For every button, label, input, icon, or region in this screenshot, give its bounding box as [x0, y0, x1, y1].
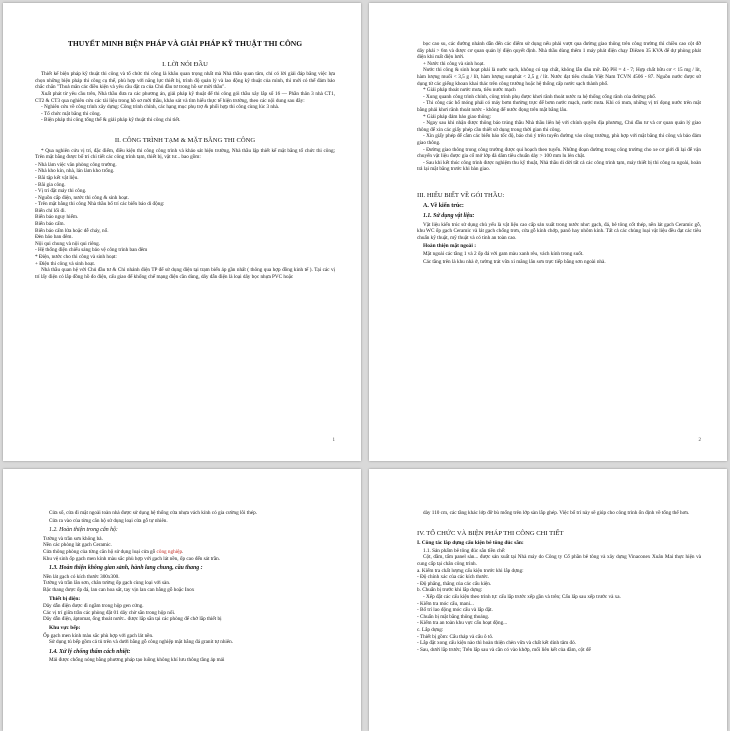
list-item: Các vị trí giữa trần các phòng đặt 01 dây chờ sẵn trong hộp nối.: [43, 609, 176, 616]
list-item: Khu vệ sinh ốp gạch men kính màu sắc phù hợp với gạch lát nền, ốp cao đến sát trần.: [43, 555, 221, 562]
subsection-heading: 1.4. Xử lý chống thấm cách nhiệt:: [49, 648, 131, 655]
document-title: THUYẾT MINH BIỆN PHÁP VÀ GIẢI PHÁP KỸ THUẬT THI CÔNG: [67, 39, 303, 48]
list-item: - Kiểm tra móc cẩu, mani...: [417, 600, 474, 607]
section-body: [43, 603, 335, 623]
section-body: [417, 41, 701, 173]
section-heading: II. CÔNG TRÌNH TẠM & MẶT BẰNG THI CÔNG: [114, 136, 256, 144]
section-body: [43, 633, 335, 646]
subsection-heading: 1.3. Hoàn thiện không gian sảnh, hành lang chung, cầu thang :: [49, 565, 203, 572]
list-item: 1.1. Sản phẩm bê tông đúc sẵn tiền chế:: [423, 547, 506, 554]
section-body: [417, 554, 701, 653]
subsection-heading: A. Về kiến trúc:: [423, 203, 464, 210]
paragraph: * Giải pháp đảm bảo giao thông:: [423, 113, 491, 120]
list-item: * Điện, nước cho thi công và sinh hoạt:: [35, 254, 117, 261]
paragraph: Nhà thầu quan hệ với Chủ đầu tư & Chi nhánh điện TP để sử dụng điện tại trạm biến áp gần nhất ( thông qua hợp đồng kinh tế ). Tại các vị trí lấy điện có lắp đồng hồ đo điện, cấu giao để khống chế mạng điện cần dùng, dây dẫn điện là loại dây bọc nhựa PVC hoặc: [35, 267, 335, 280]
paragraph: - Xung quanh công trình chính, công trình phụ được khơi rãnh thoát nước ra hệ thống cống rãnh của đường phố.: [423, 93, 657, 100]
paragraph: - Thi công các hố móng phải có máy bơm thường trực để bơm nước mạch, nước mưa. Khi có mưa, những vị trí đọng nước trên mặt bằng phải khơi rãnh thoát nước - không để nước đọng trên mặt bằng lâu.: [417, 100, 701, 113]
list-item: - Kiểm tra an toàn khu vực cẩu hoạt động...: [417, 620, 508, 627]
paragraph: + Nước thi công và sinh hoạt.: [423, 60, 485, 67]
list-item: - Vị trí đặt máy thi công.: [35, 188, 87, 195]
list-item: [43, 549, 335, 556]
section-body: [43, 574, 335, 594]
list-item: Bậc thang được ốp đá, lan can hoa sắt, tay vịn lan can bằng gỗ hoặc Inox: [43, 586, 195, 593]
list-item: Biển báo cấm.: [35, 221, 65, 228]
paragraph: - Sau khi kết thúc công trình được nghiệm thu kỹ thuật, Nhà thầu di dời tất cả các công trình tạm, máy thiết bị thi công ra ngoài, hoàn trả lại mặt bằng trước khi bàn giao.: [417, 159, 701, 173]
list-item: Biển chỉ lối đi.: [35, 207, 66, 214]
list-item: Biển báo cấm lửa hoặc dễ cháy, nổ.: [35, 227, 109, 234]
paragraph: Vật liệu kiến trúc sử dụng chủ yếu là vật liệu cao cấp sản xuất trong nước như: gạch, đá, bê tông cốt thép, nền lát gạch Ceramic gỗ, khu WC ốp gạch Ceramic và lát gạch chống trơn, cửa gỗ kính chớp, panô hay nhôm kính. Tất cả các chủng loại vật liệu đều đạt các tiêu chuẩn kỹ thuật, mỹ thuật và có tính an toàn cao.: [417, 221, 701, 241]
section-heading: III. HIỂU BIẾT VỀ GÓI THẦU:: [417, 191, 505, 199]
list-item: Đèn báo ban đêm.: [35, 234, 73, 241]
paragraph: * Giải pháp thoát nước mưa, tiêu nước mạch: [423, 87, 516, 94]
text-run: Cửa thông phòng của từng căn hộ sử dụng loại cửa gỗ: [43, 548, 157, 555]
list-item: - Bãi tập kết vật liệu.: [35, 174, 79, 181]
paragraph: Nước thi công & sinh hoạt phải là nước sạch, không có tạp chất, không lẫn dầu mỡ. Độ PH = 4 - 7; Hợp chất hữu cơ < 15 mg / lít, hàm lượng muối < 3,5 g / lít, hàm lượng sunphát < 2,5 g / lít. Nước đạt tiêu chuẩn Việt Nam TCVN 4506 - 87. Nguồn nước được sử dụng từ các giếng khoan khai thác trên công trường hoặc hệ thống cấp nước sạch thành phố.: [417, 67, 701, 87]
subsection-heading: Hoàn thiện mặt ngoài :: [423, 243, 477, 250]
paragraph: Mặt ngoài các tầng 1 và 2 ốp đá với gam màu xanh rêu, vách kính trong suốt.: [423, 251, 584, 258]
list-item: + Điện thi công và sinh hoạt.: [35, 260, 96, 267]
list-item: - Lắp đặt xong cấu kiện nào thì hoàn thiện chèn vữa và chất kết dính tâm đó.: [417, 640, 576, 647]
section-heading: IV. TỔ CHỨC VÀ BIỆN PHÁP THI CÔNG CHI TIẾT: [417, 529, 564, 537]
paragraph: - Xếp đặt các cấu kiện theo trình tự: cấu lắp trước xếp gần và trên; Cấu lắp sau xếp trước và xa.: [423, 593, 621, 600]
list-item: Ốp gạch men kính màu sắc phù hợp với gạch lát nền.: [43, 632, 154, 639]
paragraph: - Xin giấy phép để cắm các biển báo tốc độ, báo chủ ý trên tuyến đường vào công trường, phù hợp với mặt bằng thi công và bảo đảm giao thông.: [417, 133, 701, 146]
section-heading: I. LỜI NÓI ĐẦU: [162, 60, 208, 68]
subsection-heading: 1.1. Sử dụng vật liệu:: [423, 213, 475, 220]
paragraph: Sử dụng tủ bếp gồm cả tủ trên và dưới bằng gỗ công nghiệp mặt bằng đá granit tự nhiên.: [49, 639, 234, 646]
paragraph: - Ngay sau khi nhận được thông báo trúng thầu Nhà thầu liên hệ với chính quyền địa phương, Chủ đầu tư và cơ quan quản lý giao thông để xin các giấy phép cần thiết sử dụng trong thời gian thi công.: [417, 120, 701, 133]
paragraph: * Qua nghiên cứu vị trí, đặc điểm, điều kiện thi công công trình và khảo sát hiện trường, Nhà thầu lập thiết kế mặt bằng tổ chức thi công; Trên mặt bằng được bố trí chi tiết các công trình tạm, thiết bị, vật tư... bao gồm:: [35, 147, 335, 161]
document-page-2: [369, 3, 727, 461]
document-page-1: [3, 3, 361, 461]
paragraph: dày 110 cm, các tầng khác lớp đỡ bù mống trên lớp sàn lắp ghép. Việc bố trí này sẽ giúp cho công trình ổn định về tổng thể hơn.: [423, 510, 690, 516]
page-number: 1: [332, 438, 335, 444]
list-item: - Độ chính xác của các kích thước.: [417, 574, 490, 581]
list-item: - Nhà làm việc văn phòng công trường.: [35, 161, 117, 168]
list-item: Dây dẫn điện được đi ngầm trong hộp gen cứng.: [43, 603, 144, 610]
subsection-heading: I. Công tác lắp dựng cấu kiện bê tông đúc sẵn:: [417, 540, 524, 547]
paragraph: Cột, dầm, tấm panel sàn... được sản xuất tại Nhà máy do Công ty Cổ phần bê tông và xây dựng Vinaconex Xuân Mai thực hiện và cung cấp tại chân công trình.: [417, 554, 701, 567]
list-item: - Thiết bị gồm: Cẩu tháp và cẩu ô tô.: [417, 633, 494, 640]
list-item: - Chuẩn bị mặt bằng thông thoáng.: [417, 613, 490, 620]
highlighted-word: công nghiệp: [156, 548, 183, 555]
list-item: b. Chuẩn bị trước khi lắp dựng:: [417, 587, 483, 594]
bullet-list: [35, 162, 335, 268]
list-item: - Sau, dưới lắp trước; Trên lắp sau và cần có vào khớp, mối liên kết của dầm, cột để: [417, 646, 591, 653]
paragraph: Thiết kế biện pháp kỹ thuật thi công và tổ chức thi công là khâu quan trọng nhất mà Nhà thầu quan tâm, chỉ có lời giải đáp bằng việc lựa chọn những biện pháp thi công cụ thể, phù hợp với năng lực thiết bị, trình độ quản lý và lao động kỹ thuật của mình, thì mới có thể đảm bảo chắc chắn "Thoả mãn các điều kiện và yêu cầu đặt ra của Chủ đầu tư trong hồ sơ mời thầu".: [35, 71, 335, 91]
paragraph: bọc cao su, các đường nhánh dẫn đến các điểm sử dụng nếu phải vượt qua đường giao thông trên công trường thì chiều cao cột đỡ dây phải > 6m và được cơ quan quản lý điện quyết định. Nhà thầu dùng thêm 1 máy phát điện chạy Diêzen 35 KVA để dự phòng phát điện khi mất điện lưới.: [417, 41, 701, 61]
paragraph: - Đường giao thông trong công trường được qui hoạch theo tuyến. Những đoạn đường trong công trường cho xe cơ giới đi lại để vận chuyển vật liệu được gia cố mở lớp đá dăm tiêu chuẩn dày > 100 mm lu lèn chặt.: [417, 146, 701, 160]
list-item: Tường và trần lăn sơn, chân tường ốp gạch cùng loại với sàn.: [43, 580, 171, 587]
list-item: - Hệ thống điện chiếu sáng bảo vệ công trình ban đêm: [35, 247, 148, 254]
list-item: c. Lắp dựng:: [417, 626, 444, 633]
paragraph: Mái được chống nóng bằng phương pháp tạo luồng không khí lưu thông tầng áp mái: [49, 657, 225, 664]
list-item: Biển báo nguy hiểm.: [35, 214, 79, 221]
document-page-4: [369, 469, 727, 731]
list-item: Nền lát gạch có kích thước 300x300.: [43, 573, 120, 580]
paragraph: Cửa sổ, cửa đi mặt ngoài toàn nhà được sử dụng hệ thống cửa nhựa vách kính có gia cường lõi thép.: [49, 510, 257, 516]
list-item: - Độ phẳng, thẳng của các cấu kiện.: [417, 580, 492, 587]
document-page-3: [3, 469, 361, 731]
paragraph: Xuất phát từ yêu cầu trên, Nhà thầu đưa ra các phương án, giải pháp kỹ thuật để thi công gói thầu xây lắp số 16 — Phần thân 3 nhà CT1, CT2 & CT3 qua nghiên cứu các tài liệu trong hồ sơ mời thầu, khảo sát và tìm hiểu thực tế hiện trường, theo các nội dung sau đây:: [35, 90, 335, 104]
list-item: - Trên mặt bằng thi công Nhà thầu bố trí các biển báo di động:: [35, 201, 165, 208]
list-item: Dây dẫn điện, áptomat, ổng thoát nước.. được lắp sẵn tại các phòng để chờ lắp thiết bị: [43, 616, 222, 623]
paragraph: - Tổ chức mặt bằng thi công.: [41, 110, 101, 117]
text-run: .: [182, 548, 184, 555]
list-item: Tường và trần sơn không bả.: [43, 535, 103, 542]
paragraph: Các tầng trên là khu nhà ở, tường trát vữa xi măng lăn sơn trực tiếp bằng sơn ngoài nhà.: [423, 258, 606, 265]
list-item: Nội qui chung và nội qui riêng.: [35, 240, 100, 247]
list-item: - Nguồn cấp điện, nước thi công & sinh hoạt.: [35, 194, 129, 201]
page-number: 2: [698, 438, 701, 444]
list-item: - Bãi gia công.: [35, 181, 66, 188]
paragraph: - Nghiên cứu về công trình xây dựng: Công trình chính, các hạng mục phụ trợ & phối hợp thi công cùng lúc 3 nhà.: [41, 104, 280, 111]
list-item: a. Kiểm tra chất lượng cấu kiện trước khi lắp dựng:: [417, 567, 524, 574]
paragraph: Cửa ra vào của từng căn hộ sử dụng loại cửa gỗ tự nhiên.: [49, 517, 168, 524]
list-item: - Nhà kho kín, nhà, lán làm kho trống.: [35, 168, 115, 175]
subsection-heading: Thiết bị điện:: [49, 595, 81, 602]
list-item: - Bố trí lao động móc cẩu và lắp đặt.: [417, 607, 493, 614]
paragraph: - Biện pháp thi công tổng thể & giải pháp kỹ thuật thi công chi tiết.: [41, 117, 181, 124]
list-item: Nền các phòng lát gạch Ceramic.: [43, 542, 112, 549]
section-body: [35, 71, 335, 124]
subsection-heading: Khu vực bếp:: [49, 624, 81, 631]
section-body: [43, 536, 335, 562]
subsection-heading: 1.2. Hoàn thiện trong căn hộ:: [49, 527, 118, 534]
